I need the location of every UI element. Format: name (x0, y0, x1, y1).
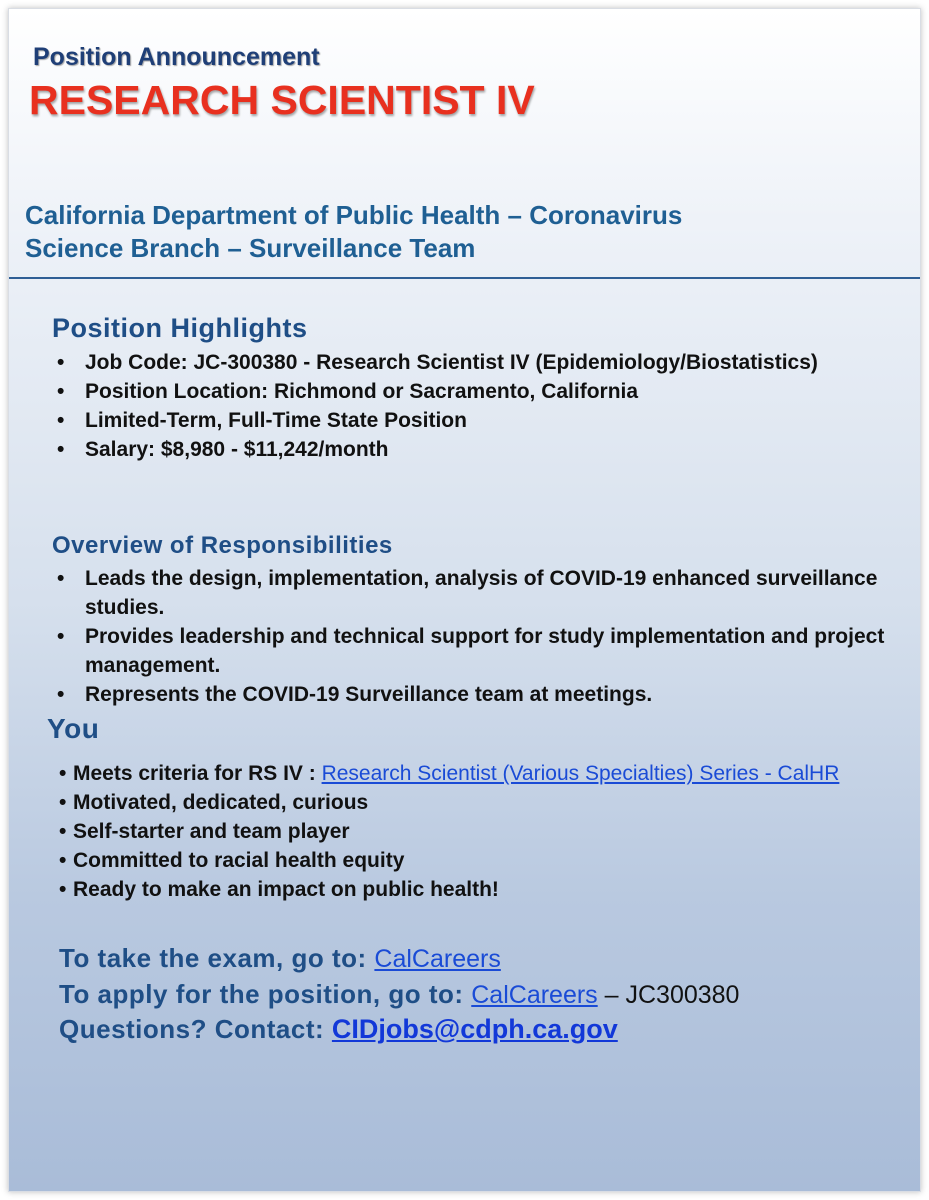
department-line-1: California Department of Public Health – Coronavirus (25, 200, 683, 230)
bullet-icon: • (57, 567, 65, 590)
bullet-icon: • (57, 409, 65, 432)
bullet-icon: • (57, 625, 65, 648)
list-item: • Represents the COVID-19 Surveillance team at meetings. (51, 680, 901, 709)
bullet-icon: • (57, 438, 65, 461)
apply-label: To apply for the position, go to: (59, 979, 472, 1009)
department-name (25, 199, 682, 265)
highlights-heading: Position Highlights (52, 313, 308, 343)
list-item: • Motivated, dedicated, curious (59, 788, 909, 817)
list-item: • Committed to racial health equity (59, 846, 909, 875)
list-item: • Job Code: JC-300380 - Research Scientist IV (Epidemiology/Biostatistics) (51, 348, 901, 377)
you-heading: You (47, 713, 100, 744)
list-item: • Self-starter and team player (59, 817, 909, 846)
bullet-icon: • (59, 762, 67, 785)
header-divider (9, 277, 921, 279)
questions-label: Questions? Contact: (59, 1014, 332, 1044)
list-item: • Leads the design, implementation, analysis of COVID-19 enhanced surveillance studies. (51, 564, 901, 622)
apply-instruction (59, 979, 739, 1010)
announcement-page (8, 8, 921, 1192)
list-item: • Salary: $8,980 - $11,242/month (51, 435, 901, 464)
announcement-label: Position Announcement (33, 43, 320, 71)
bullet-icon: • (59, 849, 67, 872)
apply-calcareers-link[interactable]: CalCareers (471, 981, 598, 1009)
highlights-list (51, 348, 901, 464)
list-item: • Meets criteria for RS IV : Research Scientist (Various Specialties) Series - CalHR (59, 759, 909, 788)
list-item: • Position Location: Richmond or Sacramento, California (51, 377, 901, 406)
responsibilities-heading: Overview of Responsibilities (52, 532, 393, 559)
exam-label: To take the exam, go to: (59, 943, 375, 973)
exam-calcareers-link[interactable]: CalCareers (374, 945, 501, 973)
list-item: • Provides leadership and technical support for study implementation and project management. (51, 622, 901, 680)
responsibilities-list (51, 564, 901, 709)
bullet-icon: • (59, 878, 67, 901)
bullet-icon: • (59, 820, 67, 843)
list-item: • Limited-Term, Full-Time State Position (51, 406, 901, 435)
exam-instruction (59, 943, 501, 974)
you-list (59, 759, 909, 904)
calhr-series-link[interactable]: Research Scientist (Various Specialties) Series - CalHR (321, 762, 840, 785)
contact-email-link[interactable]: CIDjobs@cdph.ca.gov (331, 1014, 618, 1044)
job-code-suffix: – JC300380 (597, 981, 740, 1009)
bullet-icon: • (59, 791, 67, 814)
bullet-icon: • (57, 351, 65, 374)
questions-contact (59, 1014, 618, 1045)
job-title: RESEARCH SCIENTIST IV (29, 77, 535, 123)
department-line-2: Science Branch – Surveillance Team (25, 233, 476, 263)
list-item: • Ready to make an impact on public health! (59, 875, 909, 904)
bullet-icon: • (57, 683, 65, 706)
bullet-icon: • (57, 380, 65, 403)
